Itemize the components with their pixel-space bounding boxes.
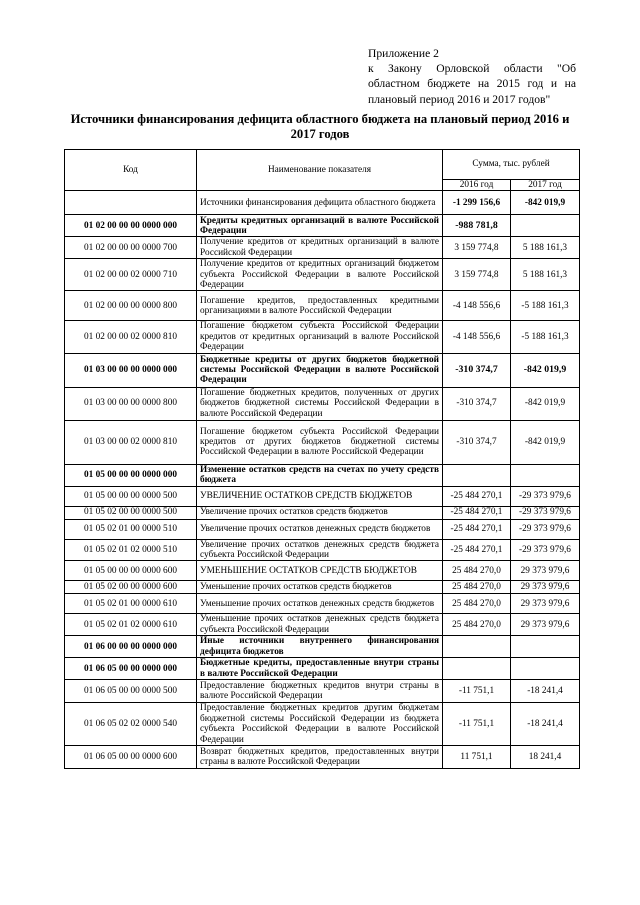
row-value-2017: -18 241,4 bbox=[511, 703, 580, 746]
row-code: 01 02 00 00 02 0000 710 bbox=[65, 259, 197, 291]
row-value-2016 bbox=[443, 658, 511, 680]
table-row bbox=[65, 636, 580, 658]
table-row bbox=[65, 658, 580, 680]
row-code: 01 02 00 00 02 0000 810 bbox=[65, 321, 197, 353]
row-value-2017: -18 241,4 bbox=[511, 680, 580, 703]
row-value-2016 bbox=[443, 464, 511, 486]
row-code: 01 03 00 00 02 0000 810 bbox=[65, 420, 197, 464]
row-value-2016: -25 484 270,1 bbox=[443, 519, 511, 539]
table-row bbox=[65, 215, 580, 237]
row-value-2016: -4 148 556,6 bbox=[443, 321, 511, 353]
row-value-2017: 29 373 979,6 bbox=[511, 594, 580, 614]
table-row bbox=[65, 464, 580, 486]
row-name: Бюджетные кредиты от других бюджетов бюджетной системы Российской Федерации в валюте Российской Федерации bbox=[197, 353, 443, 387]
row-name: Погашение кредитов, предоставленных кредитными организациями в валюте Российской Федерации bbox=[197, 291, 443, 321]
table-row bbox=[65, 486, 580, 506]
row-code: 01 06 05 00 00 0000 600 bbox=[65, 745, 197, 768]
row-name: Предоставление бюджетных кредитов внутри страны в валюте Российской Федерации bbox=[197, 680, 443, 703]
row-value-2016: 25 484 270,0 bbox=[443, 561, 511, 581]
header-year-2017: 2017 год bbox=[511, 180, 580, 191]
row-code: 01 05 02 00 00 0000 600 bbox=[65, 581, 197, 594]
table-row bbox=[65, 321, 580, 353]
row-value-2017 bbox=[511, 464, 580, 486]
row-value-2016: -310 374,7 bbox=[443, 420, 511, 464]
row-value-2017: 29 373 979,6 bbox=[511, 614, 580, 636]
row-value-2016: -988 781,8 bbox=[443, 215, 511, 237]
appendix-note bbox=[368, 46, 576, 107]
row-value-2016: 3 159 774,8 bbox=[443, 237, 511, 259]
table-row bbox=[65, 237, 580, 259]
row-name: УМЕНЬШЕНИЕ ОСТАТКОВ СРЕДСТВ БЮДЖЕТОВ bbox=[197, 561, 443, 581]
row-value-2016: -4 148 556,6 bbox=[443, 291, 511, 321]
row-value-2017 bbox=[511, 636, 580, 658]
row-code: 01 03 00 00 00 0000 800 bbox=[65, 387, 197, 420]
table-row bbox=[65, 259, 580, 291]
appendix-law-reference: к Закону Орловской области "Об областном бюджете на 2015 год и на плановый период 2016 и 2017 годов" bbox=[368, 62, 576, 106]
row-value-2016: 25 484 270,0 bbox=[443, 581, 511, 594]
row-code: 01 05 02 01 00 0000 610 bbox=[65, 594, 197, 614]
header-code: Код bbox=[65, 150, 197, 191]
row-value-2016: -25 484 270,1 bbox=[443, 539, 511, 561]
row-code: 01 02 00 00 00 0000 800 bbox=[65, 291, 197, 321]
table-row bbox=[65, 420, 580, 464]
row-code: 01 05 00 00 00 0000 500 bbox=[65, 486, 197, 506]
row-value-2017: 29 373 979,6 bbox=[511, 561, 580, 581]
row-value-2017: -842 019,9 bbox=[511, 387, 580, 420]
header-year-2016: 2016 год bbox=[443, 180, 511, 191]
row-name: Погашение бюджетом субъекта Российской Федерации кредитов от кредитных организаций в валюте Российской Федерации bbox=[197, 321, 443, 353]
row-name: УВЕЛИЧЕНИЕ ОСТАТКОВ СРЕДСТВ БЮДЖЕТОВ bbox=[197, 486, 443, 506]
row-value-2017: 18 241,4 bbox=[511, 745, 580, 768]
row-value-2017: -29 373 979,6 bbox=[511, 486, 580, 506]
appendix-number: Приложение 2 bbox=[368, 47, 439, 60]
row-code: 01 05 02 01 02 0000 510 bbox=[65, 539, 197, 561]
row-code: 01 05 02 01 02 0000 610 bbox=[65, 614, 197, 636]
table-row bbox=[65, 539, 580, 561]
row-value-2017 bbox=[511, 215, 580, 237]
document-title: Источники финансирования дефицита областного бюджета на плановый период 2016 и 2017 годов bbox=[70, 112, 570, 141]
row-code: 01 06 00 00 00 0000 000 bbox=[65, 636, 197, 658]
table-row bbox=[65, 291, 580, 321]
header-name: Наименование показателя bbox=[197, 150, 443, 191]
row-value-2017: 5 188 161,3 bbox=[511, 237, 580, 259]
row-code: 01 05 00 00 00 0000 600 bbox=[65, 561, 197, 581]
table-row bbox=[65, 581, 580, 594]
row-name: Изменение остатков средств на счетах по учету средств бюджета bbox=[197, 464, 443, 486]
row-name: Увеличение прочих остатков денежных средств бюджетов bbox=[197, 519, 443, 539]
table-row bbox=[65, 519, 580, 539]
financing-sources-table bbox=[64, 149, 580, 769]
table-row bbox=[65, 506, 580, 519]
row-value-2016: 25 484 270,0 bbox=[443, 594, 511, 614]
row-name: Увеличение прочих остатков средств бюджетов bbox=[197, 506, 443, 519]
row-name: Увеличение прочих остатков денежных средств бюджета субъекта Российской Федерации bbox=[197, 539, 443, 561]
table-row bbox=[65, 594, 580, 614]
row-value-2016: 25 484 270,0 bbox=[443, 614, 511, 636]
table-row bbox=[65, 387, 580, 420]
row-name: Кредиты кредитных организаций в валюте Российской Федерации bbox=[197, 215, 443, 237]
row-value-2016: -11 751,1 bbox=[443, 680, 511, 703]
row-name: Погашение бюджетных кредитов, полученных от других бюджетов бюджетной системы Российской Федерации в валюте Российской Федерации bbox=[197, 387, 443, 420]
row-value-2017 bbox=[511, 658, 580, 680]
table-row bbox=[65, 191, 580, 215]
row-code: 01 06 05 00 00 0000 000 bbox=[65, 658, 197, 680]
row-name: Уменьшение прочих остатков средств бюджетов bbox=[197, 581, 443, 594]
row-value-2016: -310 374,7 bbox=[443, 353, 511, 387]
row-code: 01 05 00 00 00 0000 000 bbox=[65, 464, 197, 486]
row-value-2017: -29 373 979,6 bbox=[511, 519, 580, 539]
row-value-2017: -842 019,9 bbox=[511, 191, 580, 215]
row-value-2017: -5 188 161,3 bbox=[511, 321, 580, 353]
row-value-2016 bbox=[443, 636, 511, 658]
row-value-2017: -5 188 161,3 bbox=[511, 291, 580, 321]
table-body bbox=[65, 191, 580, 769]
table-row bbox=[65, 703, 580, 746]
row-value-2016: -310 374,7 bbox=[443, 387, 511, 420]
row-value-2016: 3 159 774,8 bbox=[443, 259, 511, 291]
row-value-2017: -29 373 979,6 bbox=[511, 539, 580, 561]
row-value-2017: 29 373 979,6 bbox=[511, 581, 580, 594]
row-value-2017: -842 019,9 bbox=[511, 353, 580, 387]
row-name: Возврат бюджетных кредитов, предоставленных внутри страны в валюте Российской Федерации bbox=[197, 745, 443, 768]
row-name: Получение кредитов от кредитных организаций бюджетом субъекта Российской Федерации в валюте Российской Федерации bbox=[197, 259, 443, 291]
row-code: 01 05 02 01 00 0000 510 bbox=[65, 519, 197, 539]
row-code: 01 03 00 00 00 0000 000 bbox=[65, 353, 197, 387]
row-name: Иные источники внутреннего финансирования дефицита бюджетов bbox=[197, 636, 443, 658]
row-code: 01 05 02 00 00 0000 500 bbox=[65, 506, 197, 519]
row-name: Уменьшение прочих остатков денежных средств бюджета субъекта Российской Федерации bbox=[197, 614, 443, 636]
row-value-2017: -842 019,9 bbox=[511, 420, 580, 464]
row-code: 01 02 00 00 00 0000 000 bbox=[65, 215, 197, 237]
row-value-2017: -29 373 979,6 bbox=[511, 506, 580, 519]
row-value-2016: -11 751,1 bbox=[443, 703, 511, 746]
row-code bbox=[65, 191, 197, 215]
row-code: 01 06 05 00 00 0000 500 bbox=[65, 680, 197, 703]
row-value-2016: 11 751,1 bbox=[443, 745, 511, 768]
row-code: 01 06 05 02 02 0000 540 bbox=[65, 703, 197, 746]
table-row bbox=[65, 561, 580, 581]
row-name: Бюджетные кредиты, предоставленные внутри страны в валюте Российской Федерации bbox=[197, 658, 443, 680]
row-value-2016: -25 484 270,1 bbox=[443, 486, 511, 506]
table-row bbox=[65, 353, 580, 387]
table-row bbox=[65, 680, 580, 703]
table-row bbox=[65, 614, 580, 636]
row-value-2016: -1 299 156,6 bbox=[443, 191, 511, 215]
row-name: Уменьшение прочих остатков денежных средств бюджетов bbox=[197, 594, 443, 614]
row-code: 01 02 00 00 00 0000 700 bbox=[65, 237, 197, 259]
header-sum: Сумма, тыс. рублей bbox=[443, 150, 580, 180]
row-name: Предоставление бюджетных кредитов другим бюджетам бюджетной системы Российской Федерации из бюджета субъекта Российской Федерации в валюте Российской Федерации bbox=[197, 703, 443, 746]
row-name: Источники финансирования дефицита областного бюджета bbox=[197, 191, 443, 215]
row-value-2016: -25 484 270,1 bbox=[443, 506, 511, 519]
row-name: Получение кредитов от кредитных организаций в валюте Российской Федерации bbox=[197, 237, 443, 259]
table-row bbox=[65, 745, 580, 768]
row-name: Погашение бюджетом субъекта Российской Федерации кредитов от других бюджетов бюджетной системы Российской Федерации в валюте Российской Федерации bbox=[197, 420, 443, 464]
row-value-2017: 5 188 161,3 bbox=[511, 259, 580, 291]
